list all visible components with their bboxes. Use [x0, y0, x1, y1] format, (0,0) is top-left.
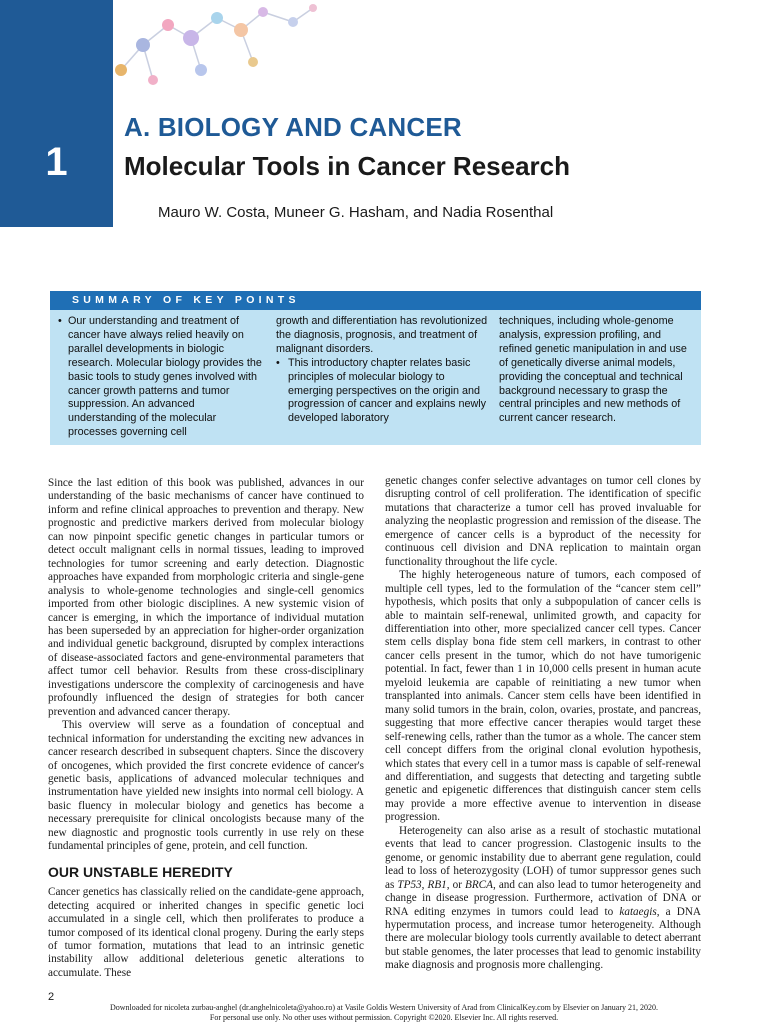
body-paragraph: [385, 825, 701, 973]
body-column-right: [385, 475, 701, 973]
chapter-tab: [0, 0, 113, 227]
summary-column-1: [58, 315, 266, 440]
page-number: 2: [48, 991, 55, 1003]
body-paragraph: This overview will serve as a foundation of conceptual and technical information for understanding the exciting new advances in cancer research described in subsequent chapters. Since the discovery of oncogenes, which provided the first concrete evidence of cancer's genetic basis, applications of advanced molecular techniques and instrumentation have yielded new insights into normal cell biology. A basic fluency in molecular biology and genetics has become a necessary prerequisite for clinical oncologists because many of the new diagnostic and prognostic tools currently in use rely on these fundamental principles of gene, protein, and cell function.: [48, 719, 364, 853]
summary-box: [50, 291, 701, 445]
section-heading: OUR UNSTABLE HEREDITY: [48, 863, 233, 880]
summary-title: SUMMARY OF KEY POINTS: [50, 291, 701, 310]
body-paragraph: Since the last edition of this book was published, advances in our understanding of the basic mechanisms of cancer have continued to inform and refine clinical approaches to prevention and therapy. New prognostic and predictive markers derived from molecular biology can now pinpoint specific genetic changes in particular tumors or detect occult malignant cells in normal tissues, leading to improved technologies for tumor screening and early detection. Diagnostic approaches have expanded from morphologic criteria and single-gene analysis to whole-genome technologies and single-cell genomics imported from other biologic disciplines. A new systemic vision of cancer is emerging, in which the importance of individual mutation has been superseded by an appreciation for higher-order organization and individual genetic background, disrupted by complex interactions of disease-associated factors and gene-environmental parameters that affect tumor cell behavior. Results from these cross-disciplinary investigations underscore the complexity of carcinogenesis and have profoundly influenced the design of strategies for both cancer prevention and advanced cancer therapy.: [48, 477, 364, 718]
body-paragraph: Cancer genetics has classically relied on the candidate-gene approach, detecting acquired or inherited changes in specific genetic loci accumulated in a single cell, which then proliferates to produce a tumor composed of its identical clonal progeny. During the early steps of tumor formation, mutations that lead to an intrinsic genetic instability allow additional deleterious genetic alterations to accumulate. These: [48, 886, 364, 979]
summary-point: • Our understanding and treatment of cancer have always relied heavily on parallel developments in biologic research. Molecular biology provides the basic tools to study genes involved with cancer growth patterns and tumor suppression. An advanced understanding of the molecular processes governing cell: [58, 315, 266, 440]
body-paragraph: The highly heterogeneous nature of tumors, each composed of multiple cell types, led to the formulation of the “cancer stem cell” hypothesis, which posits that only a subpopulation of cancer cells is able to maintain self-renewal, unlimited growth, and capacity for differentiation into other, more specialized cancer cell types. Cancer stem cells display bona fide stem cell markers, in contrast to other cancer cells present in the tumor, which do not have tumorigenic potential. In fact, fewer than 1 in 10,000 cells present in human acute myeloid leukemia are capable of reinitiating a new tumor when transplanted into animals. Cancer stem cells have been identified in many solid tumors in the brain, colon, ovaries, prostate, and pancreas, suggesting that more effective cancer therapies would target these self-renewing cells, rather than the tumor as a whole. The cancer stem cell concept differs from the original clonal evolution hypothesis, which states that every cell in a tumor mass is capable of self-renewal and differentiation, and suggests that detecting and targeting subtle genetic and epigenetic differences that distinguish cancer stem cells may provide a more effective avenue to intervention in disease progression.: [385, 569, 701, 824]
section-label: A. BIOLOGY AND CANCER: [124, 112, 462, 142]
summary-point-continued: growth and differentiation has revolutionized the diagnosis, prognosis, and treatment of malignant disorders.: [276, 315, 488, 355]
summary-column-2: [276, 315, 488, 426]
body-paragraph: genetic changes confer selective advantages on tumor cell clones by disrupting control of cell proliferation. The identification of specific mutations that characterize a tumor cell has proved invaluable for analyzing the neoplastic progression and remission of the disease. The emergence of cancer cells is a byproduct of the necessity for continuous cell division and DNA replication to maintain organ functionality throughout the life cycle.: [385, 475, 701, 568]
text-run: , and can also lead to tumor heterogeneity and change in disease progression. Furthermore, activation of DNA or RNA editing enzymes in tumors could lead to: [385, 878, 702, 918]
text-run: Heterogeneity can also arise as a result of stochastic mutational events that lead to cancer progression. Clastogenic insults to the genome, or genomic instability due to aberrant gene regulation, could lead to loss of heterozygosity (LOH) of tumor suppressor genes such as: [385, 824, 701, 891]
download-notice: [0, 1003, 768, 1023]
chapter-number: 1: [45, 140, 68, 184]
gene-name: TP53: [397, 878, 422, 891]
gene-name: BRCA: [465, 878, 493, 891]
text-run: ,: [421, 878, 428, 891]
text-run: , or: [446, 878, 465, 891]
body-column-left: [48, 477, 364, 980]
summary-point: • This introductory chapter relates basic principles of molecular biology to emerging perspectives on the origin and progression of cancer and explains newly developed laboratory: [276, 357, 488, 427]
summary-point-continued: techniques, including whole-genome analysis, expression profiling, and refined genetic manipulation in and use of genetically diverse animal models, providing the conceptual and technical background necessary to grasp the central principles and new methods of current cancer research.: [499, 315, 687, 425]
authors: Mauro W. Costa, Muneer G. Hasham, and Nadia Rosenthal: [158, 204, 554, 221]
chapter-title: Molecular Tools in Cancer Research: [124, 151, 570, 181]
term: kataegis: [619, 905, 657, 918]
download-notice-line: Downloaded for nicoleta zurbau-anghel (dr.anghelnicoleta@yahoo.ro) at Vasile Goldis Western University of Arad from ClinicalKey.com by Elsevier on January 21, 2020.: [110, 1003, 658, 1012]
text-run: , a DNA hypermutation process, and increase tumor heterogeneity. Although there are molecular biology tools currently available to detect aberrant but stable genomes, the later processes that lead to genomic instability make diagnosis and prognosis more challenging.: [385, 905, 701, 972]
molecule-illustration: [113, 0, 323, 110]
copyright-line: For personal use only. No other uses without permission. Copyright ©2020. Elsevier Inc. All rights reserved.: [209, 1013, 559, 1022]
summary-column-3: [499, 315, 695, 426]
gene-name: RB1: [427, 878, 447, 891]
